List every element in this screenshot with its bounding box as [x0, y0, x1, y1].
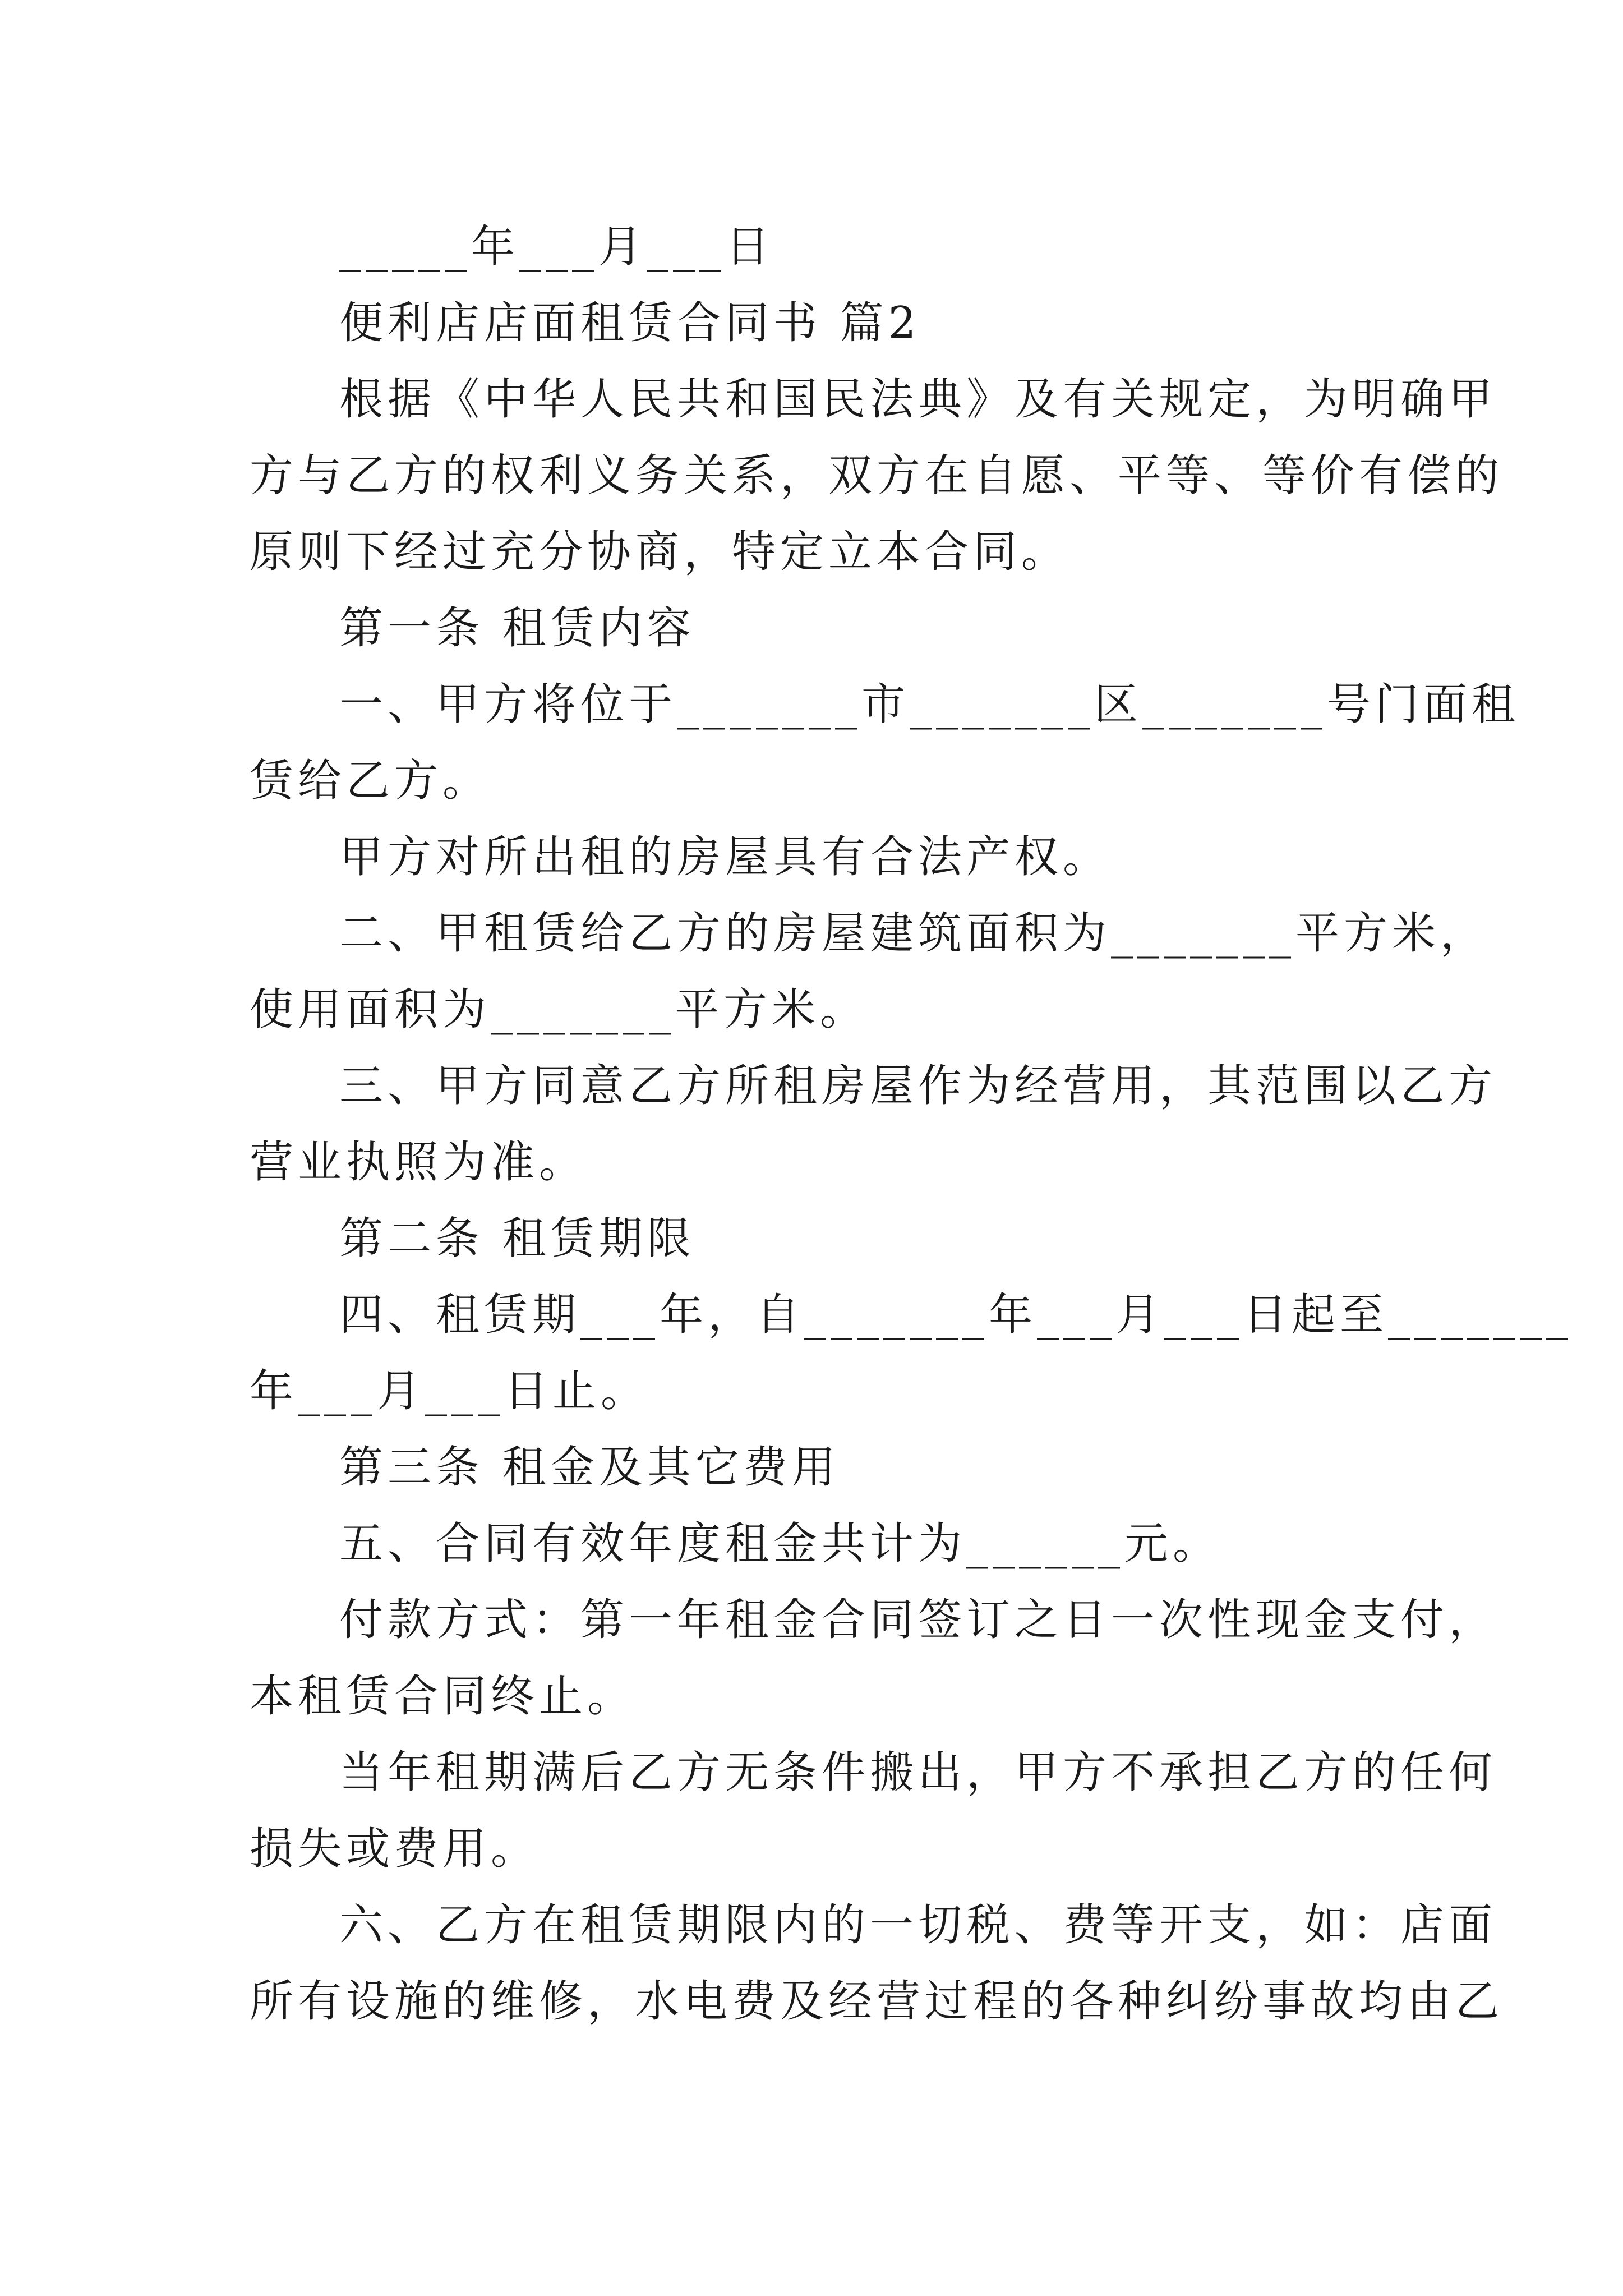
paragraph-line: 付款方式：第一年租金合同签订之日一次性现金支付，: [339, 1595, 1497, 1645]
paragraph-line: 本租赁合同终止。: [250, 1671, 636, 1722]
paragraph-line: 根据《中华人民共和国民法典》及有关规定，为明确甲: [339, 374, 1497, 425]
paragraph-line: 六、乙方在租赁期限内的一切税、费等开支，如：店面: [339, 1900, 1497, 1950]
paragraph-line: 四、租赁期___年，自_______年___月___日起至_______: [339, 1290, 1573, 1340]
paragraph-line: 二、甲租赁给乙方的房屋建筑面积为_______平方米，: [339, 908, 1489, 959]
paragraph-line: 营业执照为准。: [250, 1137, 588, 1188]
paragraph-line: 甲方对所出租的房屋具有合法产权。: [339, 832, 1112, 882]
paragraph-line: 五、合同有效年度租金共计为______元。: [339, 1519, 1221, 1569]
article-heading: 第一条 租赁内容: [339, 603, 695, 654]
article-heading: 第二条 租赁期限: [339, 1213, 695, 1264]
paragraph-line: 当年租期满后乙方无条件搬出，甲方不承担乙方的任何: [339, 1747, 1497, 1798]
paragraph-line: 所有设施的维修，水电费及经营过程的各种纠纷事故均由乙: [250, 1976, 1504, 2027]
date-line: _____年___月___日: [339, 222, 774, 272]
article-heading: 第三条 租金及其它费用: [339, 1442, 840, 1493]
paragraph-line: 方与乙方的权利义务关系，双方在自愿、平等、等价有偿的: [250, 450, 1504, 501]
paragraph-line: 损失或费用。: [250, 1824, 540, 1874]
paragraph-line: 原则下经过充分协商，特定立本合同。: [250, 527, 1070, 577]
paragraph-line: 使用面积为_______平方米。: [250, 984, 869, 1035]
paragraph-line: 三、甲方同意乙方所租房屋作为经营用，其范围以乙方: [339, 1061, 1497, 1111]
section-title: 便利店店面租赁合同书 篇2: [339, 298, 921, 348]
paragraph-line: 赁给乙方。: [250, 756, 491, 806]
paragraph-line: 年___月___日止。: [250, 1366, 649, 1416]
paragraph-line: 一、甲方将位于_______市_______区_______号门面租: [339, 679, 1520, 730]
